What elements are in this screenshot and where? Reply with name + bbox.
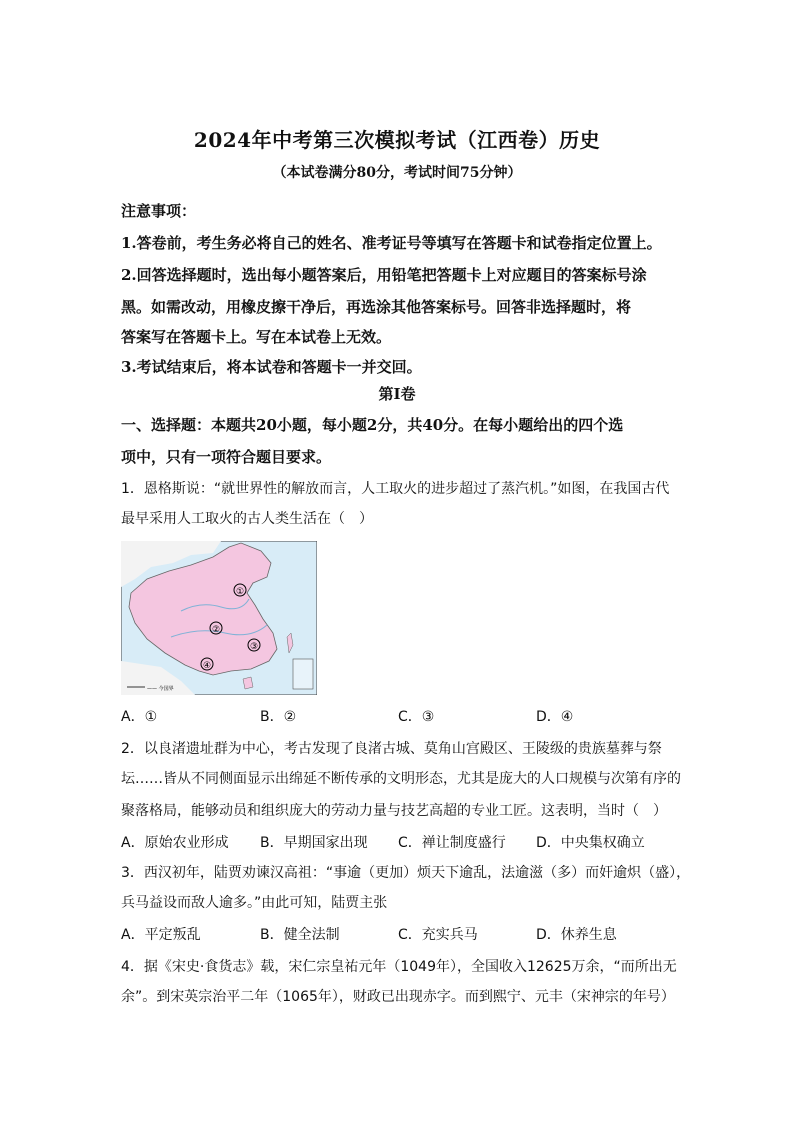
map-south-sea-inset bbox=[293, 659, 313, 689]
q3-option-a[interactable]: A．平定叛乱 bbox=[121, 927, 201, 943]
section-heading-line-2: 项中，只有一项符合题目要求。 bbox=[121, 448, 332, 466]
svg-text:③: ③ bbox=[249, 642, 259, 652]
q2-option-c[interactable]: C．禅让制度盛行 bbox=[398, 835, 506, 851]
svg-text:④: ④ bbox=[202, 661, 212, 671]
map-hainan-island bbox=[243, 677, 253, 689]
q3-option-d[interactable]: D．休养生息 bbox=[536, 927, 617, 943]
q2-option-d[interactable]: D．中央集权确立 bbox=[536, 835, 645, 851]
q3-option-b[interactable]: B．健全法制 bbox=[260, 927, 340, 943]
q3-option-c[interactable]: C．充实兵马 bbox=[398, 927, 478, 943]
notice-heading: 注意事项： bbox=[121, 202, 197, 220]
question-3-line-2: 兵马益设而敌人逾多。”由此可知，陆贾主张 bbox=[121, 895, 388, 911]
q2-option-a[interactable]: A．原始农业形成 bbox=[121, 835, 229, 851]
question-4-line-2: 余”。到宋英宗治平二年（1065年），财政已出现赤字。而到熙宁、元丰（宋神宗的年号） bbox=[121, 989, 675, 1005]
section-heading-line-1: 一、选择题：本题共20小题，每小题2分，共40分。在每小题给出的四个选 bbox=[121, 416, 624, 434]
page-subtitle: （本试卷满分80分，考试时间75分钟） bbox=[272, 165, 522, 181]
q1-option-c[interactable]: C．③ bbox=[398, 709, 435, 725]
svg-text:②: ② bbox=[211, 625, 221, 635]
page-title: 2024年中考第三次模拟考试（江西卷）历史 bbox=[193, 128, 601, 152]
q1-option-b[interactable]: B．② bbox=[260, 709, 297, 725]
question-3-line-1: 3．西汉初年，陆贾劝谏汉高祖：“事逾（更加）烦天下逾乱，法逾滋（多）而奸逾炽（盛）， bbox=[121, 865, 691, 881]
notice-line-4: 答案写在答题卡上。写在本试卷上无效。 bbox=[121, 328, 392, 346]
question-2-line-1: 2．以良渚遗址群为中心，考古发现了良渚古城、莫角山宫殿区、王陵级的贵族墓葬与祭 bbox=[121, 741, 662, 757]
notice-line-1: 1.答卷前，考生务必将自己的姓名、准考证号等填写在答题卡和试卷指定位置上。 bbox=[121, 234, 662, 252]
question-2-line-3: 聚落格局，能够动员和组织庞大的劳动力量与技艺高超的专业工匠。这表明，当时（ ） bbox=[121, 803, 667, 819]
q2-option-b[interactable]: B．早期国家出现 bbox=[260, 835, 368, 851]
question-4-line-1: 4．据《宋史·食货志》载，宋仁宗皇祐元年（1049年），全国收入12625万余，“而所出无 bbox=[121, 959, 677, 975]
question-2-line-2: 坛……皆从不同侧面显示出绵延不断传承的文明形态，尤其是庞大的人口规模与次第有序的 bbox=[121, 771, 681, 787]
question-1-line-1: 1．恩格斯说：“就世界性的解放而言，人工取火的进步超过了蒸汽机。”如图，在我国古代 bbox=[121, 481, 670, 497]
part-title: 第Ⅰ卷 bbox=[378, 385, 416, 403]
map-legend-label: —— 今国界 bbox=[147, 686, 174, 692]
svg-text:①: ① bbox=[235, 587, 245, 597]
notice-line-3: 黑。如需改动，用橡皮擦干净后，再选涂其他答案标号。回答非选择题时，将 bbox=[121, 298, 632, 316]
q1-option-a[interactable]: A．① bbox=[121, 709, 158, 725]
question-1-line-2: 最早采用人工取火的古人类生活在（ ） bbox=[121, 511, 373, 527]
q1-option-d[interactable]: D．④ bbox=[536, 709, 574, 725]
notice-line-5: 3.考试结束后，将本试卷和答题卡一并交回。 bbox=[121, 358, 422, 376]
china-map bbox=[121, 541, 317, 695]
notice-line-2: 2.回答选择题时，选出每小题答案后，用铅笔把答题卡上对应题目的答案标号涂 bbox=[121, 266, 647, 284]
